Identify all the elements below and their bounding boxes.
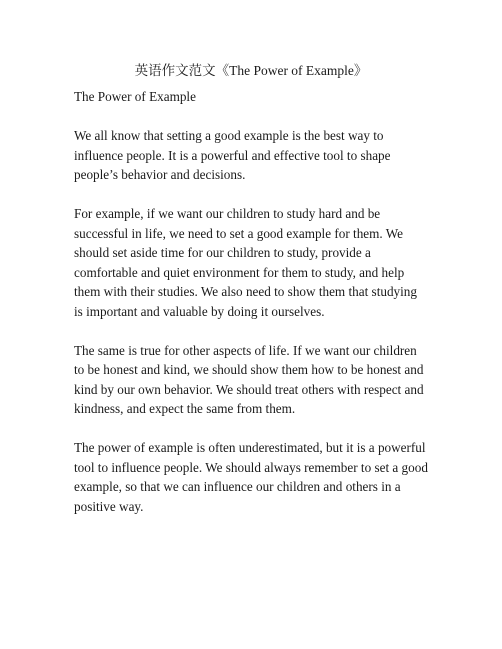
paragraph-line: tool to influence people. We should always remember to set a good	[74, 459, 428, 475]
paragraph-line: to be honest and kind, we should show them how to be honest and	[74, 362, 424, 377]
paragraph-line: example, so that we can influence our children and others in a	[74, 479, 401, 494]
paragraph-line: should set aside time for our children to study, provide a	[74, 245, 371, 260]
paragraph-line: kindness, and expect the same from them.	[74, 401, 296, 416]
paragraph-line: For example, if we want our children to study hard and be	[74, 206, 381, 221]
paragraph-line: people’s behavior and decisions.	[74, 167, 246, 182]
paragraph-line: kind by our own behavior. We should treat others with respect and	[74, 381, 424, 397]
essay-heading: The Power of Example	[74, 89, 196, 104]
paragraph-line: comfortable and quiet environment for them to study, and help	[74, 264, 405, 280]
paragraph-2	[74, 204, 429, 321]
paragraph-line: positive way.	[74, 498, 144, 514]
paragraph-spacer	[74, 419, 429, 439]
paragraph-line: successful in life, we need to set a good example for them. We	[74, 225, 404, 241]
paragraph-line: influence people. It is a powerful and effective tool to shape	[74, 147, 391, 163]
document-body	[74, 87, 429, 516]
paragraph-spacer	[74, 107, 429, 127]
paragraph-line: We all know that setting a good example is the best way to	[74, 128, 384, 143]
paragraph-spacer	[74, 185, 429, 205]
paragraph-line: The power of example is often underestimated, but it is a powerful	[74, 440, 426, 455]
paragraph-1	[74, 126, 429, 185]
paragraph-line: The same is true for other aspects of life. If we want our children	[74, 342, 417, 358]
paragraph-4	[74, 438, 429, 516]
document-title: 英语作文范文《The Power of Example》	[134, 63, 368, 78]
paragraph-spacer	[74, 321, 429, 341]
paragraph-3	[74, 341, 429, 419]
paragraph-line: is important and valuable by doing it ourselves.	[74, 303, 325, 319]
paragraph-line: them with their studies. We also need to show them that studying	[74, 284, 417, 299]
